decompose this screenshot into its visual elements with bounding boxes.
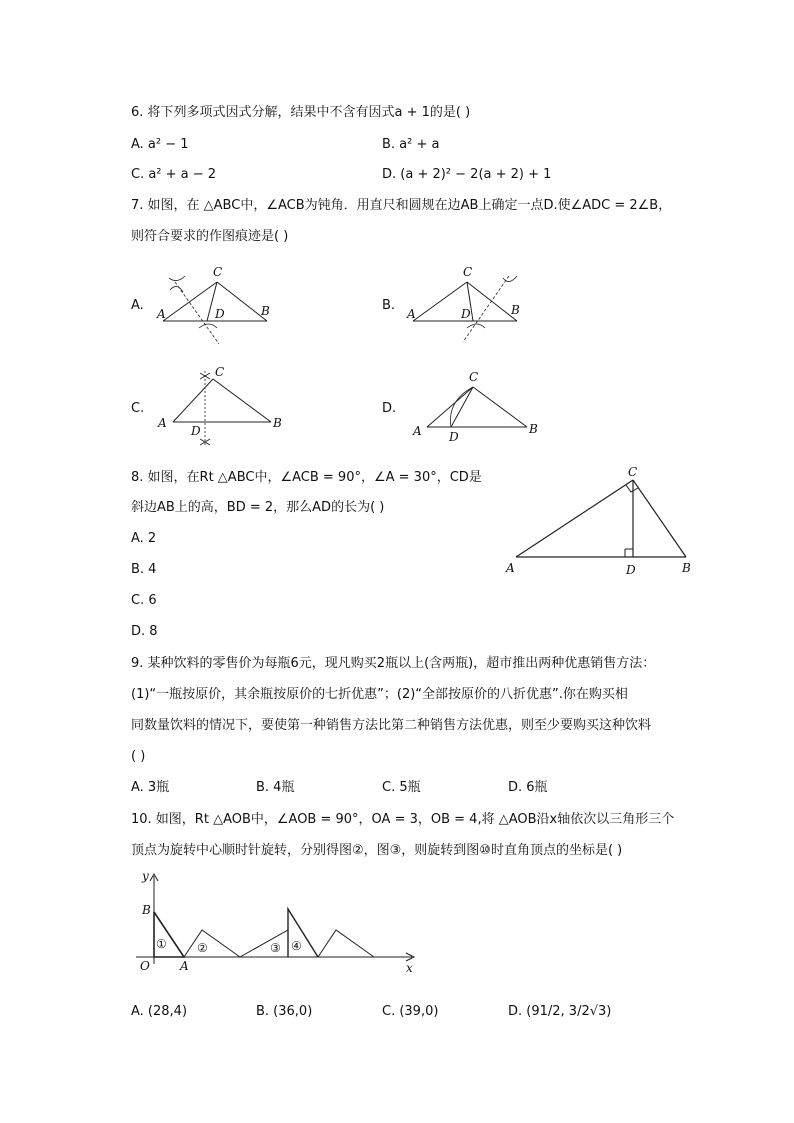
q7-figure-c <box>155 365 290 450</box>
label-y: y <box>142 869 149 883</box>
label-d: D <box>626 563 636 577</box>
q10-option-d[interactable]: D. (91/2, 3/2√3) <box>508 1004 612 1019</box>
side-ac <box>516 480 633 557</box>
label-a: A <box>407 307 416 321</box>
arc-mark <box>467 324 485 328</box>
q7-figure-a <box>155 262 285 350</box>
side-ac <box>173 379 213 422</box>
label-c: C <box>463 265 473 279</box>
q6-option-b[interactable]: B. a² + a <box>382 137 440 152</box>
label-a: A <box>506 561 515 575</box>
arc-mark <box>199 324 217 328</box>
side-cb <box>467 282 517 321</box>
label-x: x <box>406 961 413 975</box>
label-fig-4: ④ <box>291 939 302 953</box>
q9-option-b[interactable]: B. 4瓶 <box>256 780 295 795</box>
label-b: B <box>142 903 151 917</box>
q7-option-c[interactable]: C. <box>131 401 145 416</box>
label-a: A <box>158 416 167 430</box>
label-d: D <box>191 424 201 438</box>
q7-option-b[interactable]: B. <box>382 298 396 313</box>
q8-figure <box>500 460 705 580</box>
arc-mark <box>169 276 185 281</box>
label-c: C <box>469 370 479 384</box>
triangle-5 <box>318 930 374 957</box>
side-ac <box>413 282 467 321</box>
label-a: A <box>157 307 166 321</box>
q9-stem-line2: (1)“一瓶按原价，其余瓶按原价的七折优惠”；(2)“全部按原价的八折优惠”.你在购买相 <box>131 687 628 702</box>
label-b: B <box>511 303 520 317</box>
q7-figure-d <box>405 365 545 450</box>
q8-stem-line1: 8. 如图，在Rt △ABC中，∠ACB = 90°，∠A = 30°，CD是 <box>131 470 482 485</box>
q8-option-a[interactable]: A. 2 <box>131 531 157 546</box>
q10-stem-line1: 10. 如图，Rt △AOB中，∠AOB = 90°，OA = 3，OB = 4,将 △AOB沿x轴依次以三角形三个 <box>131 812 675 827</box>
label-fig-1: ① <box>156 937 167 951</box>
q8-option-d[interactable]: D. 8 <box>131 624 158 639</box>
triangle-2 <box>184 930 240 957</box>
q9-stem-line3: 同数量饮料的情况下，要使第一种销售方法比第二种销售方法优惠，则至少要购买这种饮料 <box>131 718 652 733</box>
side-cb <box>213 379 271 422</box>
q6-option-d[interactable]: D. (a + 2)² − 2(a + 2) + 1 <box>382 167 552 182</box>
q9-option-a[interactable]: A. 3瓶 <box>131 780 170 795</box>
arc-mark <box>503 276 517 282</box>
q10-option-c[interactable]: C. (39,0) <box>382 1004 439 1019</box>
q8-option-b[interactable]: B. 4 <box>131 562 157 577</box>
label-fig-2: ② <box>197 941 208 955</box>
q7-stem-line2: 则符合要求的作图痕迹是( ) <box>131 229 289 244</box>
segment-cd <box>451 387 473 427</box>
label-c: C <box>215 365 225 379</box>
label-fig-3: ③ <box>270 941 281 955</box>
q9-stem-line1: 9. 某种饮料的零售价为每瓶6元，现凡购买2瓶以上(含两瓶)，超市推出两种优惠销售方法： <box>131 656 656 671</box>
right-angle-mark <box>626 485 638 492</box>
side-cb <box>473 387 527 427</box>
q9-option-d[interactable]: D. 6瓶 <box>508 780 548 795</box>
q9-stem-line4: ( ) <box>131 749 146 764</box>
q7-figure-b <box>405 262 535 350</box>
q6-stem: 6. 将下列多项式因式分解，结果中不含有因式a + 1的是( ) <box>131 105 471 120</box>
triangle-3 <box>240 930 288 957</box>
q10-stem-line2: 顶点为旋转中心顺时针旋转，分别得图②，图③，则旋转到图⑩时直角顶点的坐标是( ) <box>131 843 623 858</box>
label-c: C <box>213 265 223 279</box>
label-b: B <box>261 304 270 318</box>
label-b: B <box>273 416 282 430</box>
label-a: A <box>180 959 189 973</box>
q7-option-d[interactable]: D. <box>382 401 397 416</box>
q10-figure <box>130 868 425 976</box>
q6-option-a[interactable]: A. a² − 1 <box>131 137 189 152</box>
side-cb <box>633 480 686 557</box>
label-b: B <box>682 561 691 575</box>
q9-option-c[interactable]: C. 5瓶 <box>382 780 421 795</box>
q10-option-a[interactable]: A. (28,4) <box>131 1004 188 1019</box>
q8-option-c[interactable]: C. 6 <box>131 593 157 608</box>
side-ac <box>427 387 473 427</box>
label-o: O <box>140 959 150 973</box>
label-d: D <box>215 307 225 321</box>
q7-option-a[interactable]: A. <box>131 298 144 313</box>
label-c: C <box>628 465 638 479</box>
q6-option-c[interactable]: C. a² + a − 2 <box>131 167 217 182</box>
label-d: D <box>449 430 459 444</box>
label-b: B <box>529 422 538 436</box>
bisector-line <box>175 282 219 344</box>
label-a: A <box>413 424 422 438</box>
label-d: D <box>461 307 471 321</box>
q7-stem-line1: 7. 如图，在 △ABC中，∠ACB为钝角．用直尺和圆规在边AB上确定一点D.使∠ADC = 2∠B， <box>131 198 672 213</box>
q10-option-b[interactable]: B. (36,0) <box>256 1004 313 1019</box>
q8-stem-line2: 斜边AB上的高，BD = 2，那么AD的长为( ) <box>131 500 385 515</box>
